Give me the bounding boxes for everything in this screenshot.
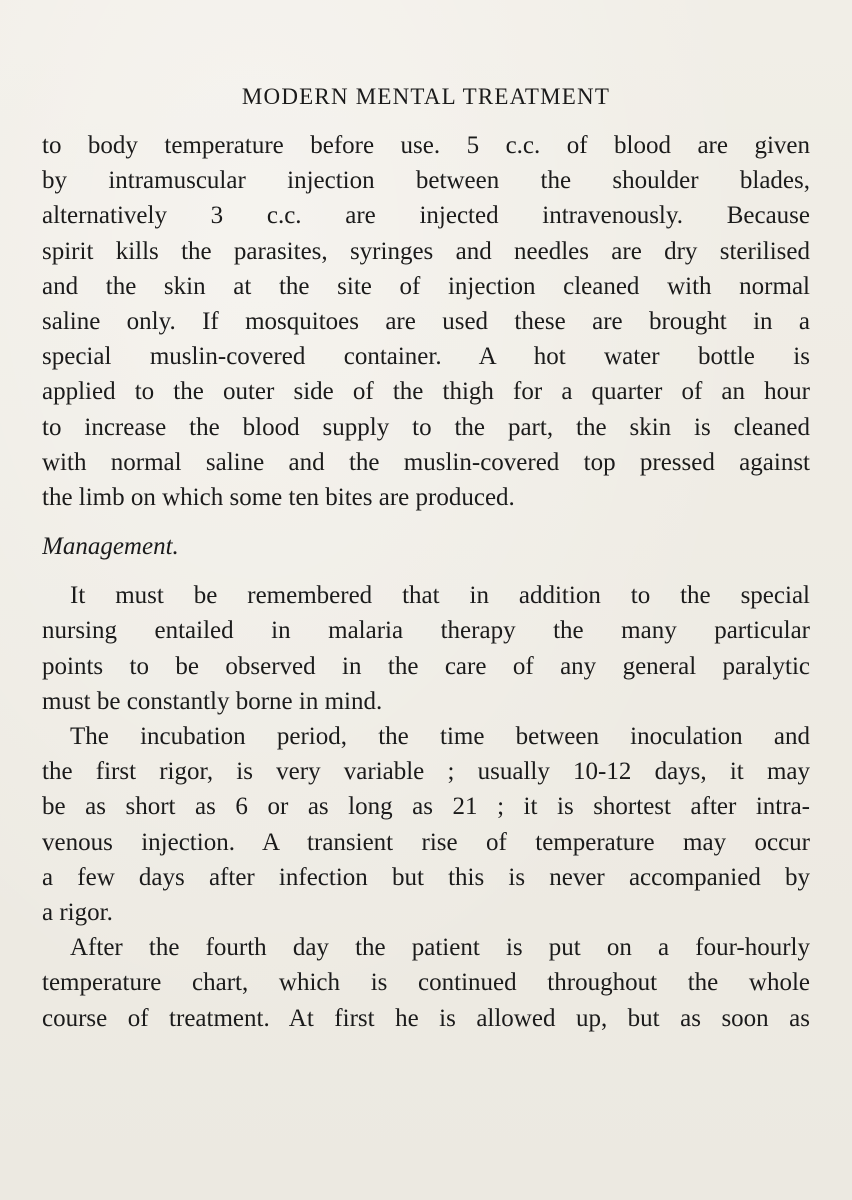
p4-line-1: After the fourth day the patient is put on a four-hourly <box>70 934 810 962</box>
p2-line-1: It must be remembered that in addition to the special <box>70 582 810 610</box>
p1-line-4: spirit kills the parasites, syringes and needles are dry sterilised <box>42 237 810 265</box>
p1-line-7: special muslin-covered container. A hot water bottle is <box>42 343 810 371</box>
p1-line-1: to body temperature before use. 5 c.c. of blood are given <box>42 132 810 159</box>
p2-line-3: points to be observed in the care of any general paralytic <box>42 652 810 680</box>
p3-line-6: a rigor. <box>42 898 113 926</box>
p3-line-1: The incubation period, the time between inoculation and <box>70 723 810 750</box>
section-heading: Management. <box>42 533 179 561</box>
p2-line-4: must be constantly borne in mind. <box>42 687 383 715</box>
p1-line-3: alternatively 3 c.c. are injected intravenously. Because <box>42 202 810 230</box>
p1-line-8: applied to the outer side of the thigh for a quarter of an hour <box>42 378 810 406</box>
p1-line-2: by intramuscular injection between the shoulder blades, <box>42 167 810 195</box>
p4-line-3: course of treatment. At first he is allowed up, but as soon as <box>42 1004 810 1032</box>
body-text <box>42 128 810 1036</box>
p2-line-2: nursing entailed in malaria therapy the many particular <box>42 617 810 645</box>
p3-line-3: be as short as 6 or as long as 21 ; it is shortest after intra- <box>42 793 810 821</box>
p3-line-2: the first rigor, is very variable ; usually 10-12 days, it may <box>42 758 810 786</box>
spacer <box>42 515 810 529</box>
p4-line-2: temperature chart, which is continued throughout the whole <box>42 969 810 997</box>
p1-line-11: the limb on which some ten bites are produced. <box>42 483 515 511</box>
spacer <box>42 564 810 578</box>
p1-line-5: and the skin at the site of injection cleaned with normal <box>42 272 810 300</box>
running-head: MODERN MENTAL TREATMENT <box>241 84 611 109</box>
p3-line-4: venous injection. A transient rise of temperature may occur <box>42 828 810 856</box>
p3-line-5: a few days after infection but this is never accompanied by <box>42 863 810 891</box>
p1-line-9: to increase the blood supply to the part, the skin is cleaned <box>42 413 810 441</box>
p1-line-10: with normal saline and the muslin-covered top pressed against <box>42 448 810 476</box>
p1-line-6: saline only. If mosquitoes are used these are brought in a <box>42 307 810 335</box>
